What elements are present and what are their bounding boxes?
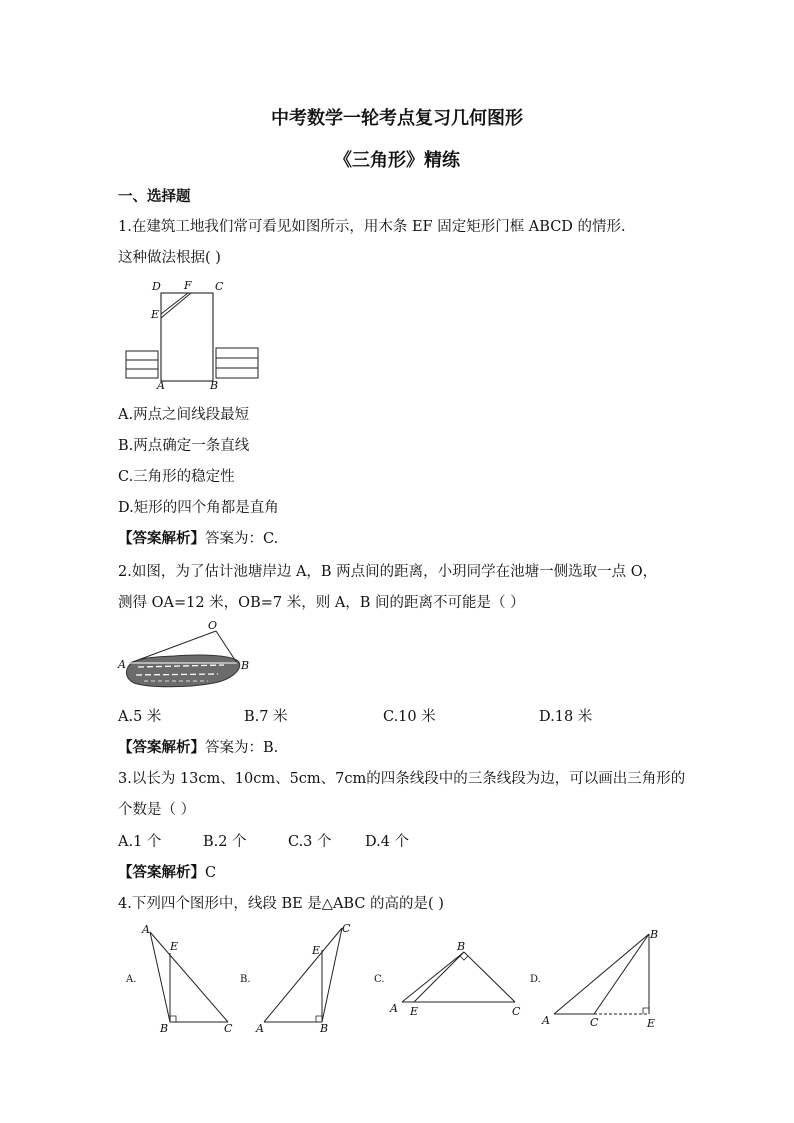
q1-option-c: C.三角形的稳定性 <box>118 469 235 485</box>
q1-label-e: E <box>151 308 160 321</box>
q3-option-c: C.3 个 <box>288 834 332 850</box>
page-subtitle: 《三角形》精练 <box>334 150 460 171</box>
q1-label-d: D <box>152 280 161 293</box>
q4-fig-b-label-e: E <box>312 944 321 957</box>
q3-answer-text: C <box>205 865 217 881</box>
q3-option-a: A.1 个 <box>118 834 162 850</box>
q4-fig-b-option-label: B. <box>240 974 251 985</box>
q3-stem-line1: 3.以长为 13cm、10cm、5cm、7cm的四条线段中的三条线段为边，可以画出三角形的 <box>118 771 686 787</box>
q4-fig-c-option-label: C. <box>374 974 385 985</box>
q3-option-b: B.2 个 <box>203 834 247 850</box>
q4-stem-line1: 4.下列四个图形中，线段 BE 是△ABC 的高的是( ) <box>118 896 444 912</box>
q4-figure-c <box>372 920 532 1025</box>
q4-figure-b <box>238 920 368 1035</box>
q2-label-a: A <box>118 658 126 671</box>
q1-door-frame-figure <box>118 278 268 390</box>
q3-answer <box>118 861 216 882</box>
q3-stem-line2: 个数是（ ） <box>118 802 196 818</box>
q4-fig-a-label-e: E <box>170 940 179 953</box>
q1-label-f: F <box>184 279 192 292</box>
q1-option-d: D.矩形的四个角都是直角 <box>118 500 279 516</box>
q2-pond-figure <box>118 617 258 692</box>
q4-fig-d-label-a: A <box>542 1014 550 1027</box>
q4-fig-d-label-b: B <box>650 928 659 941</box>
q4-fig-b-label-c: C <box>342 922 351 935</box>
q1-stem-line1: 1.在建筑工地我们常可看见如图所示，用木条 EF 固定矩形门框 ABCD 的情形. <box>118 219 626 235</box>
q4-fig-a-label-a: A <box>142 923 150 936</box>
q1-answer-label: 【答案解析】 <box>118 530 205 547</box>
q2-answer-label: 【答案解析】 <box>118 739 205 756</box>
q1-label-b: B <box>210 379 219 392</box>
q4-fig-d-label-e: E <box>647 1017 656 1030</box>
q2-option-c: C.10 米 <box>383 709 436 725</box>
q2-answer-text: 答案为：B. <box>205 740 279 756</box>
q4-fig-a-label-b: B <box>160 1022 169 1035</box>
q4-fig-c-label-c: C <box>512 1005 521 1018</box>
q4-fig-b-label-a: A <box>256 1022 264 1035</box>
q1-option-a: A.两点之间线段最短 <box>118 407 250 423</box>
q2-option-a: A.5 米 <box>118 709 162 725</box>
q4-fig-a-option-label: A. <box>126 974 137 985</box>
q2-answer <box>118 736 278 757</box>
q4-fig-c-label-a: A <box>390 1002 398 1015</box>
section-heading: 一、选择题 <box>118 188 191 205</box>
q1-label-c: C <box>215 280 224 293</box>
q2-stem-line2: 测得 OA=12 米，OB=7 米，则 A，B 间的距离不可能是（ ） <box>118 595 525 611</box>
q1-stem-line2: 这种做法根据( ) <box>118 250 221 266</box>
q3-option-d: D.4 个 <box>365 834 410 850</box>
q4-fig-b-label-b: B <box>320 1022 329 1035</box>
q4-fig-a-label-c: C <box>224 1022 233 1035</box>
q4-fig-c-label-e: E <box>410 1005 419 1018</box>
q2-option-b: B.7 米 <box>244 709 288 725</box>
q4-fig-d-option-label: D. <box>530 974 541 985</box>
q2-stem-line1: 2.如图，为了估计池塘岸边 A，B 两点间的距离，小玥同学在池塘一侧选取一点 O， <box>118 564 658 580</box>
q4-fig-d-label-c: C <box>590 1016 599 1029</box>
q4-figure-d <box>528 920 678 1032</box>
page-title: 中考数学一轮考点复习几何图形 <box>271 108 523 129</box>
q2-option-d: D.18 米 <box>539 709 593 725</box>
q4-fig-c-label-b: B <box>457 940 466 953</box>
q4-figure-a <box>118 920 248 1035</box>
q1-answer <box>118 527 278 548</box>
q1-answer-text: 答案为：C. <box>205 531 279 547</box>
q2-label-b: B <box>241 659 250 672</box>
q3-answer-label: 【答案解析】 <box>118 864 205 881</box>
q2-label-o: O <box>208 619 218 632</box>
q1-option-b: B.两点确定一条直线 <box>118 438 250 454</box>
q1-label-a: A <box>157 379 165 392</box>
